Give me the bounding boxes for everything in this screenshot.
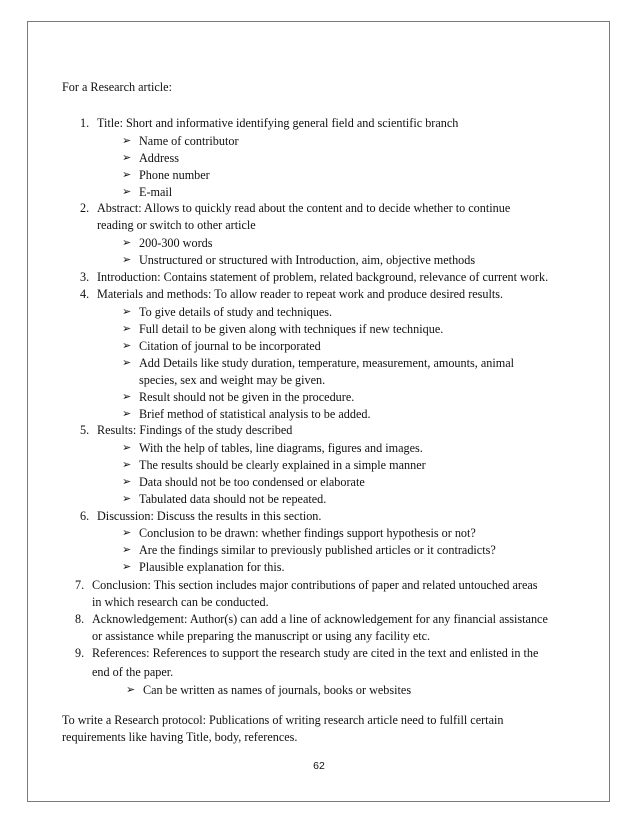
sub-bullet-text: With the help of tables, line diagrams, figures and images. — [139, 441, 423, 455]
arrow-bullet-icon: ➢ — [122, 459, 132, 471]
list-item-number: 5. — [80, 423, 90, 437]
sub-bullet-text: The results should be clearly explained in a simple manner — [139, 458, 426, 472]
arrow-bullet-icon: ➢ — [122, 544, 132, 556]
arrow-bullet-icon: ➢ — [122, 408, 132, 420]
sub-bullet-text: Are the findings similar to previously published articles or it contradicts? — [139, 543, 496, 557]
arrow-bullet-icon: ➢ — [122, 391, 132, 403]
list-item-number: 8. — [75, 612, 85, 626]
arrow-bullet-icon: ➢ — [122, 152, 132, 164]
list-item-text: References: References to support the research study are cited in the text and enlisted in the — [92, 646, 539, 660]
list-item-text: Abstract: Allows to quickly read about the content and to decide whether to continue — [97, 201, 511, 215]
arrow-bullet-icon: ➢ — [122, 323, 132, 335]
arrow-bullet-icon: ➢ — [122, 340, 132, 352]
sub-bullet-text: Conclusion to be drawn: whether findings support hypothesis or not? — [139, 526, 476, 540]
list-item-text: Title: Short and informative identifying general field and scientific branch — [97, 116, 459, 130]
list-item-text: Acknowledgement: Author(s) can add a line of acknowledgement for any financial assistance — [92, 612, 548, 626]
arrow-bullet-icon: ➢ — [122, 527, 132, 539]
list-item-number: 7. — [75, 578, 85, 592]
sub-bullet-text: Phone number — [139, 168, 210, 182]
sub-bullet-text: 200-300 words — [139, 236, 213, 250]
sub-bullet-text: Address — [139, 151, 179, 165]
list-item-text: Introduction: Contains statement of problem, related background, relevance of current work. — [97, 270, 549, 284]
closing-paragraph: To write a Research protocol: Publications of writing research article need to fulfill certain — [62, 713, 504, 727]
list-item-text: Results: Findings of the study described — [97, 423, 293, 437]
list-item-text: end of the paper. — [92, 665, 174, 679]
arrow-bullet-icon: ➢ — [122, 186, 132, 198]
sub-bullet-text: Full detail to be given along with techniques if new technique. — [139, 322, 444, 336]
page-number: 62 — [313, 760, 325, 772]
sub-bullet-text: Tabulated data should not be repeated. — [139, 492, 327, 506]
arrow-bullet-icon: ➢ — [122, 476, 132, 488]
sub-bullet-text: Result should not be given in the procedure. — [139, 390, 355, 404]
list-item-text: in which research can be conducted. — [92, 595, 269, 609]
sub-bullet-text: E-mail — [139, 185, 173, 199]
list-item-number: 1. — [80, 116, 90, 130]
list-item-number: 9. — [75, 646, 85, 660]
sub-bullet-text: Name of contributor — [139, 134, 239, 148]
sub-bullet-text: Unstructured or structured with Introduction, aim, objective methods — [139, 253, 476, 267]
list-item-number: 2. — [80, 201, 90, 215]
list-item-text: or assistance while preparing the manuscript or using any facility etc. — [92, 629, 431, 643]
list-item-text: reading or switch to other article — [97, 218, 256, 232]
intro-heading: For a Research article: — [62, 80, 172, 94]
sub-bullet-text: Citation of journal to be incorporated — [139, 339, 321, 353]
list-item-number: 3. — [80, 270, 90, 284]
sub-bullet-text: Add Details like study duration, temperature, measurement, amounts, animal — [139, 356, 515, 370]
arrow-bullet-icon: ➢ — [122, 254, 132, 266]
sub-bullet-text: To give details of study and techniques. — [139, 305, 333, 319]
arrow-bullet-icon: ➢ — [126, 684, 136, 696]
arrow-bullet-icon: ➢ — [122, 493, 132, 505]
sub-bullet-text: Can be written as names of journals, books or websites — [143, 683, 412, 697]
arrow-bullet-icon: ➢ — [122, 237, 132, 249]
arrow-bullet-icon: ➢ — [122, 135, 132, 147]
arrow-bullet-icon: ➢ — [122, 442, 132, 454]
arrow-bullet-icon: ➢ — [122, 169, 132, 181]
list-item-number: 6. — [80, 509, 90, 523]
sub-bullet-text: Data should not be too condensed or elaborate — [139, 475, 365, 489]
sub-bullet-text: species, sex and weight may be given. — [139, 373, 326, 387]
sub-bullet-text: Plausible explanation for this. — [139, 560, 285, 574]
list-item-number: 4. — [80, 287, 90, 301]
arrow-bullet-icon: ➢ — [122, 306, 132, 318]
closing-paragraph: requirements like having Title, body, references. — [62, 730, 298, 744]
list-item-text: Conclusion: This section includes major contributions of paper and related untouched areas — [92, 578, 538, 592]
arrow-bullet-icon: ➢ — [122, 561, 132, 573]
sub-bullet-text: Brief method of statistical analysis to be added. — [139, 407, 371, 421]
list-item-text: Discussion: Discuss the results in this section. — [97, 509, 322, 523]
list-item-text: Materials and methods: To allow reader to repeat work and produce desired results. — [97, 287, 504, 301]
arrow-bullet-icon: ➢ — [122, 357, 132, 369]
